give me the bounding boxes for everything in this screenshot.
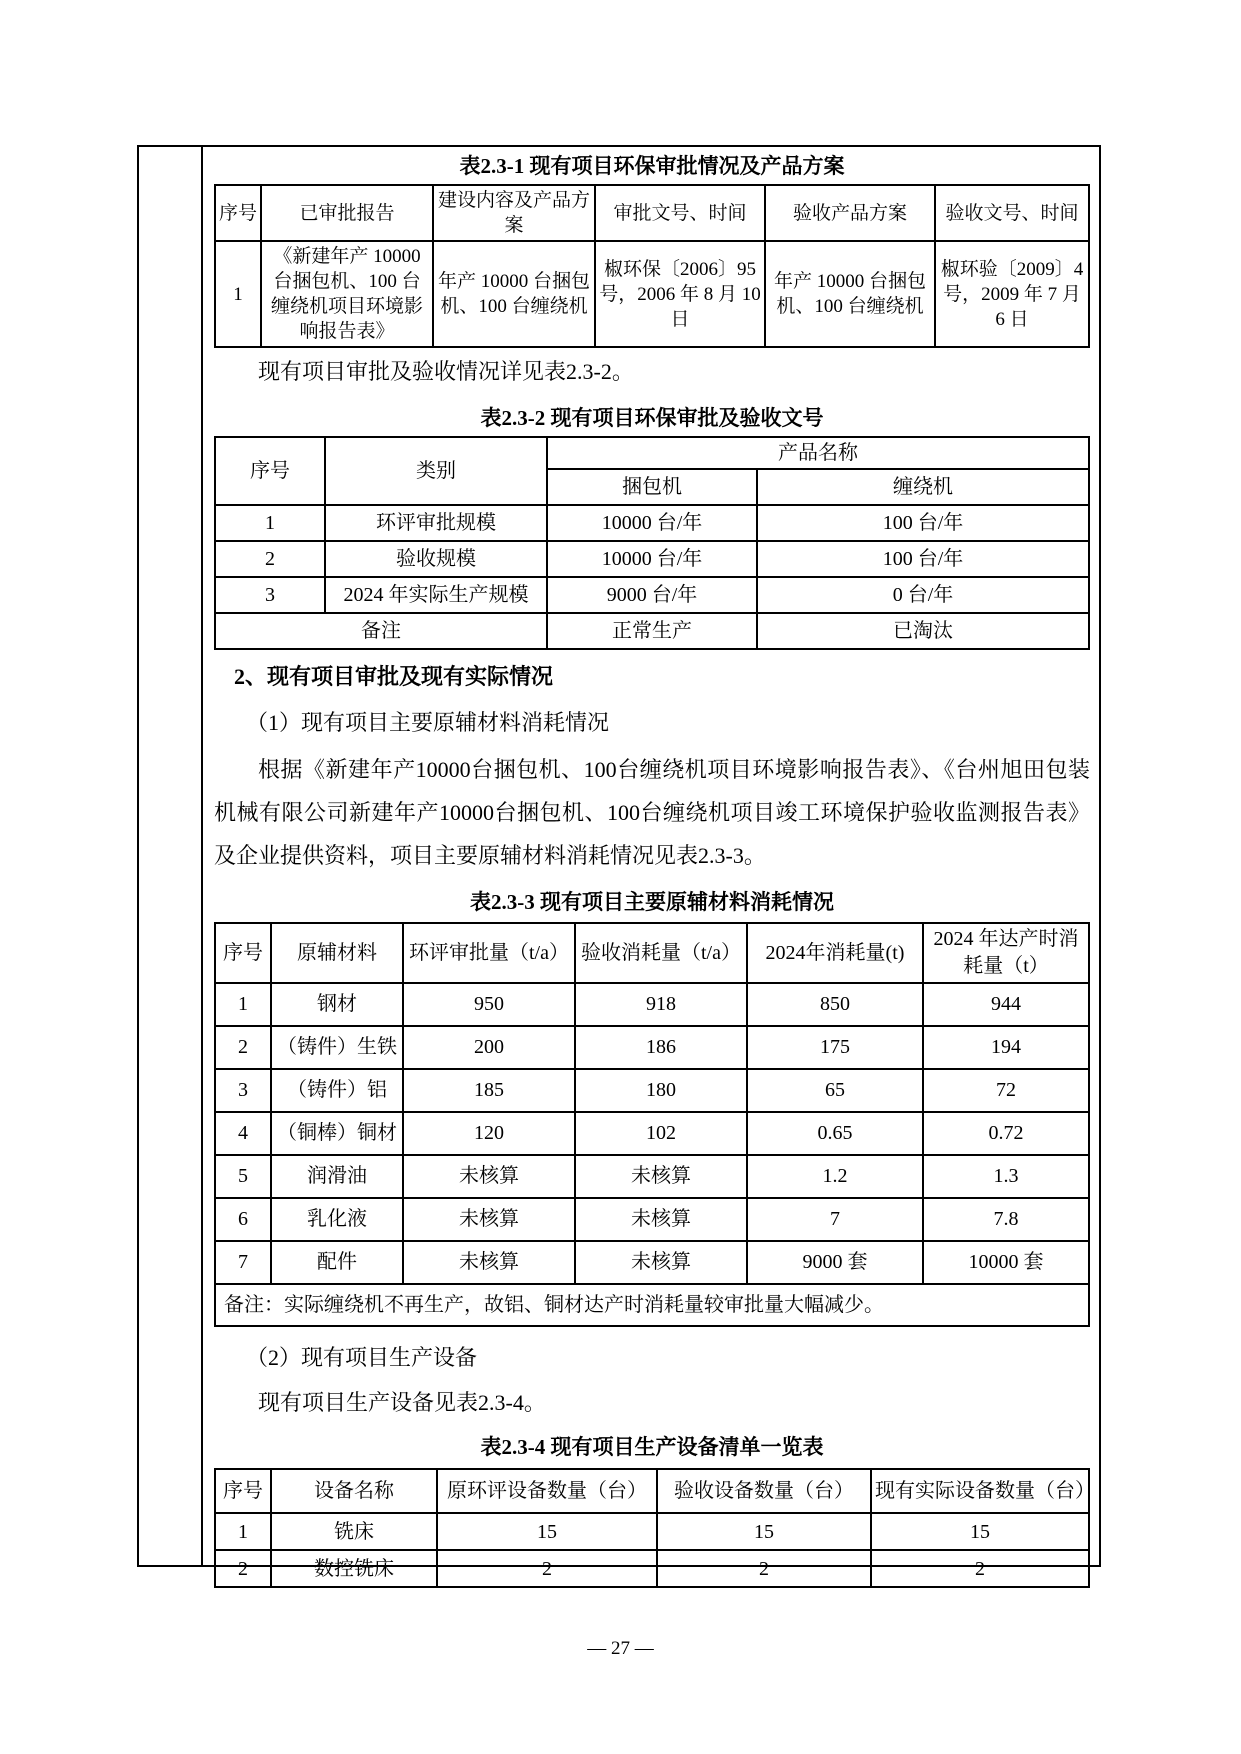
table-row (215, 1069, 1089, 1112)
table-cell: 椒环验〔2009〕4 号，2009 年 7 月 6 日 (935, 241, 1089, 347)
remark-chanraoji: 已淘汰 (757, 613, 1089, 649)
table-cell: 5 (215, 1155, 271, 1198)
header-product-name: 产品名称 (547, 437, 1089, 469)
table-cell: 1 (215, 983, 271, 1026)
table-cell: 1 (215, 1513, 271, 1550)
table-cell: 未核算 (403, 1155, 575, 1198)
table-cell: 194 (923, 1026, 1089, 1069)
table-row (215, 1112, 1089, 1155)
table-cell: 2 (437, 1550, 657, 1587)
table-cell: 未核算 (403, 1198, 575, 1241)
table-row (215, 1241, 1089, 1284)
table-cell: 6 (215, 1198, 271, 1241)
table-cell: 918 (575, 983, 747, 1026)
table-header-cell: 审批文号、时间 (595, 185, 765, 241)
table-header-cell: 验收设备数量（台） (657, 1469, 871, 1513)
table-header-cell: 原环评设备数量（台） (437, 1469, 657, 1513)
table-2-3-4-body (215, 1513, 1089, 1587)
table-cell: 验收规模 (325, 541, 547, 577)
table-cell: 100 台/年 (757, 541, 1089, 577)
table-cell: 186 (575, 1026, 747, 1069)
table-2-3-2-body (215, 505, 1089, 613)
table-header-cell: 验收消耗量（t/a） (575, 923, 747, 983)
table-cell: 未核算 (403, 1241, 575, 1284)
table-cell: 乳化液 (271, 1198, 403, 1241)
table-cell: 4 (215, 1112, 271, 1155)
table-remark: 备注：实际缠绕机不再生产，故铝、铜材达产时消耗量较审批量大幅减少。 (215, 1284, 1089, 1326)
table-header-cell: 序号 (215, 1469, 271, 1513)
table-cell: 1.2 (747, 1155, 923, 1198)
table-2-3-2 (214, 436, 1090, 650)
table-cell: （铜棒）铜材 (271, 1112, 403, 1155)
table-cell: 102 (575, 1112, 747, 1155)
table-row (215, 577, 1089, 613)
table-cell: 未核算 (575, 1241, 747, 1284)
table-cell: 0.65 (747, 1112, 923, 1155)
table-cell: 944 (923, 983, 1089, 1026)
table-2-3-1-title: 表2.3-1 现有项目环保审批情况及产品方案 (459, 154, 845, 178)
table-cell: 《新建年产 10000 台捆包机、100 台缠绕机项目环境影响报告表》 (261, 241, 433, 347)
section-heading-2: 2、现有项目审批及现有实际情况 (234, 664, 554, 689)
table-header-cell: 环评审批量（t/a） (403, 923, 575, 983)
table-cell: 2 (215, 1550, 271, 1587)
table-2-3-3-title: 表2.3-3 现有项目主要原辅材料消耗情况 (470, 890, 834, 914)
table-cell: 100 台/年 (757, 505, 1089, 541)
table-cell: 年产 10000 台捆包机、100 台缠绕机 (765, 241, 935, 347)
table-row (215, 983, 1089, 1026)
table-cell: 2024 年实际生产规模 (325, 577, 547, 613)
sub-heading-1: （1）现有项目主要原辅材料消耗情况 (246, 710, 610, 735)
table-2-3-2-title: 表2.3-2 现有项目环保审批及验收文号 (480, 406, 824, 430)
table-cell: 2 (215, 1026, 271, 1069)
table-row (215, 1155, 1089, 1198)
table-row (215, 1026, 1089, 1069)
table-cell: 3 (215, 1069, 271, 1112)
table-cell: 15 (437, 1513, 657, 1550)
table-cell: 2 (871, 1550, 1089, 1587)
table-cell: 120 (403, 1112, 575, 1155)
table-cell: 175 (747, 1026, 923, 1069)
table-cell: 数控铣床 (271, 1550, 437, 1587)
table-cell: 15 (657, 1513, 871, 1550)
table-cell: 7 (747, 1198, 923, 1241)
table-cell: 环评审批规模 (325, 505, 547, 541)
table-header-cell: 验收文号、时间 (935, 185, 1089, 241)
table-row (215, 1513, 1089, 1550)
header-chanraoji: 缠绕机 (757, 469, 1089, 505)
table-header-cell: 序号 (215, 185, 261, 241)
table-row (215, 505, 1089, 541)
table-header-cell: 建设内容及产品方案 (433, 185, 595, 241)
table-cell: 未核算 (575, 1155, 747, 1198)
table-cell: 0.72 (923, 1112, 1089, 1155)
paragraph-see-table-2-3-4: 现有项目生产设备见表2.3-4。 (258, 1390, 546, 1415)
table-cell: 1 (215, 505, 325, 541)
table-2-3-2-footer (215, 613, 1089, 649)
table-2-3-1 (214, 184, 1090, 348)
table-remark-row (215, 1284, 1089, 1326)
table-cell: 钢材 (271, 983, 403, 1026)
table-cell: 10000 台/年 (547, 505, 757, 541)
frame-left-column (139, 147, 203, 1565)
table-2-3-2-header (215, 437, 1089, 505)
table-cell: 950 (403, 983, 575, 1026)
table-cell: 年产 10000 台捆包机、100 台缠绕机 (433, 241, 595, 347)
table-2-3-1-header (215, 185, 1089, 241)
table-cell: 65 (747, 1069, 923, 1112)
header-kunbaoji: 捆包机 (547, 469, 757, 505)
table-2-3-4 (214, 1468, 1095, 1588)
page-frame (137, 145, 1101, 1580)
remark-label: 备注 (215, 613, 547, 649)
table-2-3-4-title: 表2.3-4 现有项目生产设备清单一览表 (480, 1435, 824, 1459)
table-header-row (215, 185, 1089, 241)
paragraph-see-table-2-3-2: 现有项目审批及验收情况详见表2.3-2。 (258, 359, 634, 384)
table-cell: 1.3 (923, 1155, 1089, 1198)
remark-kunbaoji: 正常生产 (547, 613, 757, 649)
table-cell: 未核算 (575, 1198, 747, 1241)
table-header-cell: 现有实际设备数量（台） (871, 1469, 1089, 1513)
table-header-row (215, 1469, 1089, 1513)
table-header-cell: 验收产品方案 (765, 185, 935, 241)
table-cell: 850 (747, 983, 923, 1026)
table-cell: 9000 套 (747, 1241, 923, 1284)
table-cell: 配件 (271, 1241, 403, 1284)
table-cell: 200 (403, 1026, 575, 1069)
header-xuhao: 序号 (215, 437, 325, 505)
table-cell: 铣床 (271, 1513, 437, 1550)
table-header-cell: 设备名称 (271, 1469, 437, 1513)
table-cell: 0 台/年 (757, 577, 1089, 613)
paragraph-materials-intro: 根据《新建年产10000台捆包机、100台缠绕机项目环境影响报告表》、《台州旭田包装机械有限公司新建年产10000台捆包机、100台缠绕机项目竣工环境保护验收监测报告表》及企业提供资料，项目主要原辅材料消耗情况见表2.3-3。 (214, 757, 1090, 868)
table-row (215, 1198, 1089, 1241)
table-cell: 1 (215, 241, 261, 347)
table-2-3-1-body (215, 241, 1089, 347)
table-cell: 7.8 (923, 1198, 1089, 1241)
table-cell: （铸件）生铁 (271, 1026, 403, 1069)
table-2-3-3-header (215, 923, 1089, 983)
table-cell: 2 (215, 541, 325, 577)
table-2-3-3-body (215, 983, 1089, 1284)
table-cell: 72 (923, 1069, 1089, 1112)
table-header-cell: 原辅材料 (271, 923, 403, 983)
table-cell: 15 (871, 1513, 1089, 1550)
table-cell: （铸件）铝 (271, 1069, 403, 1112)
table-cell: 10000 台/年 (547, 541, 757, 577)
table-2-3-3-footer (215, 1284, 1089, 1326)
table-cell: 7 (215, 1241, 271, 1284)
table-cell: 9000 台/年 (547, 577, 757, 613)
table-cell: 3 (215, 577, 325, 613)
table-row (215, 241, 1089, 347)
table-header-cell: 序号 (215, 923, 271, 983)
table-cell: 2 (657, 1550, 871, 1587)
table-row (215, 541, 1089, 577)
header-leibie: 类别 (325, 437, 547, 505)
table-2-3-3 (214, 922, 1090, 1327)
table-header-cell: 2024 年达产时消耗量（t） (923, 923, 1089, 983)
table-header-row (215, 923, 1089, 983)
table-header-cell: 已审批报告 (261, 185, 433, 241)
sub-heading-2: （2）现有项目生产设备 (246, 1345, 478, 1370)
table-cell: 10000 套 (923, 1241, 1089, 1284)
table-row (215, 1550, 1089, 1587)
frame-content (203, 147, 1101, 1580)
table-2-3-4-header (215, 1469, 1095, 1513)
table-cell: 185 (403, 1069, 575, 1112)
table-header-row (215, 437, 1089, 469)
table-header-cell: 2024年消耗量(t) (747, 923, 923, 983)
table-cell: 润滑油 (271, 1155, 403, 1198)
table-cell: 椒环保〔2006〕95 号，2006 年 8 月 10 日 (595, 241, 765, 347)
table-remark-row (215, 613, 1089, 649)
table-cell: 180 (575, 1069, 747, 1112)
page-number: — 27 — (587, 1638, 654, 1659)
